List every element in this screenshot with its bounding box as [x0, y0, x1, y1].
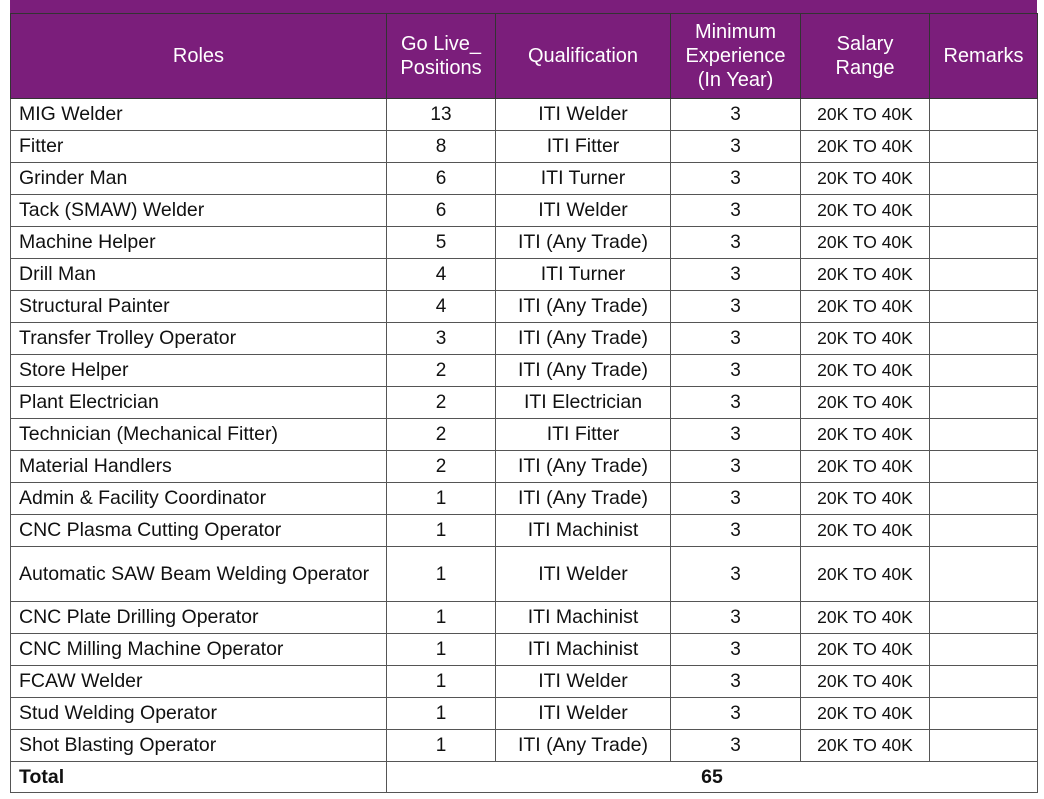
table-row	[11, 323, 1038, 355]
table-row	[11, 483, 1038, 515]
cell-positions: 4	[387, 291, 496, 323]
cell-experience: 3	[671, 259, 801, 291]
cell-qualification: ITI (Any Trade)	[496, 323, 671, 355]
cell-qualification: ITI Welder	[496, 547, 671, 602]
cell-qualification: ITI Fitter	[496, 419, 671, 451]
cell-positions: 1	[387, 666, 496, 698]
table-row	[11, 515, 1038, 547]
cell-qualification: ITI (Any Trade)	[496, 355, 671, 387]
cell-role: Store Helper	[11, 355, 387, 387]
cell-role: Stud Welding Operator	[11, 698, 387, 730]
cell-salary: 20K TO 40K	[801, 259, 930, 291]
cell-salary: 20K TO 40K	[801, 323, 930, 355]
cell-experience: 3	[671, 163, 801, 195]
total-row	[11, 762, 1038, 793]
cell-remarks	[930, 634, 1038, 666]
table-row	[11, 227, 1038, 259]
cell-experience: 3	[671, 547, 801, 602]
cell-positions: 5	[387, 227, 496, 259]
cell-role: MIG Welder	[11, 99, 387, 131]
cell-salary: 20K TO 40K	[801, 131, 930, 163]
cell-role: FCAW Welder	[11, 666, 387, 698]
header-salary: Salary Range	[801, 14, 930, 99]
table-row	[11, 291, 1038, 323]
cell-salary: 20K TO 40K	[801, 291, 930, 323]
cell-positions: 1	[387, 698, 496, 730]
cell-experience: 3	[671, 451, 801, 483]
cell-remarks	[930, 387, 1038, 419]
cell-positions: 1	[387, 547, 496, 602]
cell-experience: 3	[671, 698, 801, 730]
header-qualification: Qualification	[496, 14, 671, 99]
table-row	[11, 99, 1038, 131]
cell-qualification: ITI Fitter	[496, 131, 671, 163]
cell-remarks	[930, 419, 1038, 451]
cell-salary: 20K TO 40K	[801, 387, 930, 419]
cell-positions: 2	[387, 355, 496, 387]
cell-qualification: ITI (Any Trade)	[496, 730, 671, 762]
cell-role: CNC Milling Machine Operator	[11, 634, 387, 666]
cell-qualification: ITI (Any Trade)	[496, 483, 671, 515]
cell-salary: 20K TO 40K	[801, 163, 930, 195]
cell-qualification: ITI Welder	[496, 666, 671, 698]
cell-positions: 8	[387, 131, 496, 163]
table-row	[11, 163, 1038, 195]
cell-positions: 3	[387, 323, 496, 355]
cell-role: Shot Blasting Operator	[11, 730, 387, 762]
cell-positions: 1	[387, 515, 496, 547]
cell-positions: 1	[387, 483, 496, 515]
cell-role: Structural Painter	[11, 291, 387, 323]
cell-remarks	[930, 483, 1038, 515]
cell-role: Material Handlers	[11, 451, 387, 483]
cell-experience: 3	[671, 131, 801, 163]
table-row	[11, 451, 1038, 483]
header-roles: Roles	[11, 14, 387, 99]
table-row	[11, 730, 1038, 762]
cell-salary: 20K TO 40K	[801, 666, 930, 698]
table-row	[11, 195, 1038, 227]
cell-role: Transfer Trolley Operator	[11, 323, 387, 355]
cell-salary: 20K TO 40K	[801, 730, 930, 762]
total-value: 65	[387, 762, 1038, 793]
cell-salary: 20K TO 40K	[801, 634, 930, 666]
cell-qualification: ITI Welder	[496, 195, 671, 227]
table-header-row	[11, 14, 1038, 99]
cell-salary: 20K TO 40K	[801, 195, 930, 227]
cell-positions: 1	[387, 602, 496, 634]
cell-salary: 20K TO 40K	[801, 419, 930, 451]
cell-remarks	[930, 99, 1038, 131]
cell-experience: 3	[671, 483, 801, 515]
cell-qualification: ITI Machinist	[496, 634, 671, 666]
cell-salary: 20K TO 40K	[801, 99, 930, 131]
cell-role: CNC Plasma Cutting Operator	[11, 515, 387, 547]
cell-qualification: ITI Welder	[496, 99, 671, 131]
cell-experience: 3	[671, 419, 801, 451]
cell-qualification: ITI (Any Trade)	[496, 291, 671, 323]
cell-role: Drill Man	[11, 259, 387, 291]
cell-role: Admin & Facility Coordinator	[11, 483, 387, 515]
cell-qualification: ITI (Any Trade)	[496, 451, 671, 483]
cell-experience: 3	[671, 355, 801, 387]
job-roles-table	[10, 13, 1038, 793]
cell-remarks	[930, 131, 1038, 163]
cell-remarks	[930, 730, 1038, 762]
cell-remarks	[930, 666, 1038, 698]
cell-experience: 3	[671, 602, 801, 634]
table-row	[11, 419, 1038, 451]
cell-qualification: ITI (Any Trade)	[496, 227, 671, 259]
cell-positions: 6	[387, 195, 496, 227]
table-body	[11, 99, 1038, 762]
table-row	[11, 666, 1038, 698]
cell-qualification: ITI Machinist	[496, 602, 671, 634]
cell-positions: 1	[387, 634, 496, 666]
header-experience: Minimum Experience (In Year)	[671, 14, 801, 99]
cell-salary: 20K TO 40K	[801, 698, 930, 730]
cell-experience: 3	[671, 227, 801, 259]
cell-role: Automatic SAW Beam Welding Operator	[11, 547, 387, 602]
cell-experience: 3	[671, 730, 801, 762]
cell-experience: 3	[671, 323, 801, 355]
table-row	[11, 355, 1038, 387]
cell-role: Tack (SMAW) Welder	[11, 195, 387, 227]
cell-salary: 20K TO 40K	[801, 602, 930, 634]
cell-qualification: ITI Machinist	[496, 515, 671, 547]
cell-qualification: ITI Turner	[496, 259, 671, 291]
cell-role: Machine Helper	[11, 227, 387, 259]
cell-remarks	[930, 547, 1038, 602]
cell-remarks	[930, 323, 1038, 355]
cell-role: Technician (Mechanical Fitter)	[11, 419, 387, 451]
cell-role: Plant Electrician	[11, 387, 387, 419]
cell-salary: 20K TO 40K	[801, 227, 930, 259]
header-remarks: Remarks	[930, 14, 1038, 99]
cell-positions: 13	[387, 99, 496, 131]
cell-experience: 3	[671, 634, 801, 666]
cell-salary: 20K TO 40K	[801, 451, 930, 483]
cell-salary: 20K TO 40K	[801, 547, 930, 602]
cell-role: Fitter	[11, 131, 387, 163]
cell-qualification: ITI Turner	[496, 163, 671, 195]
cell-remarks	[930, 602, 1038, 634]
cell-positions: 2	[387, 451, 496, 483]
table-row	[11, 634, 1038, 666]
cell-experience: 3	[671, 291, 801, 323]
cell-experience: 3	[671, 99, 801, 131]
table-row	[11, 602, 1038, 634]
cell-qualification: ITI Welder	[496, 698, 671, 730]
header-positions: Go Live_ Positions	[387, 14, 496, 99]
cell-remarks	[930, 259, 1038, 291]
table-row	[11, 259, 1038, 291]
cell-experience: 3	[671, 666, 801, 698]
cell-experience: 3	[671, 515, 801, 547]
cell-salary: 20K TO 40K	[801, 515, 930, 547]
cell-role: Grinder Man	[11, 163, 387, 195]
cell-remarks	[930, 227, 1038, 259]
cell-qualification: ITI Electrician	[496, 387, 671, 419]
cell-remarks	[930, 163, 1038, 195]
cell-positions: 1	[387, 730, 496, 762]
cell-positions: 2	[387, 419, 496, 451]
cell-remarks	[930, 515, 1038, 547]
table-row	[11, 131, 1038, 163]
cell-remarks	[930, 451, 1038, 483]
cell-experience: 3	[671, 387, 801, 419]
cell-remarks	[930, 698, 1038, 730]
cell-remarks	[930, 291, 1038, 323]
cell-role: CNC Plate Drilling Operator	[11, 602, 387, 634]
table-row	[11, 547, 1038, 602]
table-row	[11, 698, 1038, 730]
header-top-band	[10, 0, 1037, 13]
total-label: Total	[11, 762, 387, 793]
table-row	[11, 387, 1038, 419]
cell-positions: 4	[387, 259, 496, 291]
cell-remarks	[930, 195, 1038, 227]
cell-salary: 20K TO 40K	[801, 355, 930, 387]
cell-remarks	[930, 355, 1038, 387]
cell-experience: 3	[671, 195, 801, 227]
cell-positions: 2	[387, 387, 496, 419]
cell-salary: 20K TO 40K	[801, 483, 930, 515]
cell-positions: 6	[387, 163, 496, 195]
